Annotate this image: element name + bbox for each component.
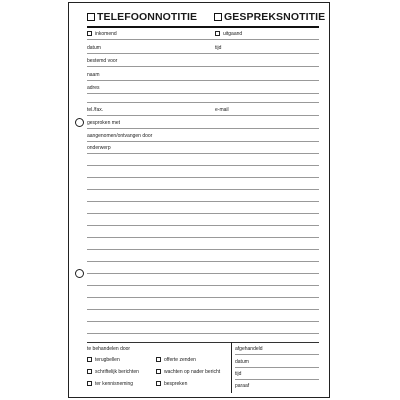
ruled-line [87,115,319,116]
inkomend-option[interactable] [87,31,117,37]
gespreksnotitie-checkbox[interactable] [214,13,222,21]
title-gespreksnotitie [214,11,325,23]
writing-line [87,201,319,202]
ruled-line [87,39,319,40]
uitgaand-checkbox[interactable] [215,31,220,36]
punch-hole-icon [75,269,84,278]
writing-line [87,213,319,214]
ruled-line [235,354,319,355]
option-offerte-zenden[interactable] [156,357,196,363]
terugbellen-label: terugbellen [95,357,120,363]
bestemd-voor-label: bestemd voor [87,58,118,64]
writing-line [87,309,319,310]
writing-line [87,333,319,334]
bottom-section-rule [87,342,319,343]
title-underline [87,26,319,28]
ruled-line [87,93,319,94]
writing-line [87,165,319,166]
ter-kennisneming-label: ter kennisneming [95,381,134,387]
uitgaand-option[interactable] [215,31,242,37]
naam-label: naam [87,72,100,78]
option-schriftelijk-berichten[interactable] [87,369,139,375]
ruled-line [87,102,319,103]
telefoonnotitie-checkbox[interactable] [87,13,95,21]
title-telefoonnotitie-label: TELEFOONNOTITIE [97,11,198,23]
ruled-line [235,379,319,380]
offerte-zenden-label: offerte zenden [164,357,196,363]
writing-line [87,261,319,262]
wachten-checkbox[interactable] [156,369,161,374]
inkomend-checkbox[interactable] [87,31,92,36]
writing-line [87,177,319,178]
punch-hole-icon [75,118,84,127]
te-behandelen-door-label: te behandelen door [87,346,131,352]
uitgaand-label: uitgaand [223,31,243,37]
bespreken-checkbox[interactable] [156,381,161,386]
title-gespreksnotitie-label: GESPREKSNOTITIE [224,11,326,23]
writing-line [87,297,319,298]
afgehandeld-label: afgehandeld [235,346,263,352]
bottom-divider [231,342,232,393]
option-bespreken[interactable] [156,381,187,387]
note-sheet [68,2,330,398]
onderwerp-label: onderwerp [87,145,111,151]
bottom-tijd-label: tijd [235,371,242,377]
email-label: e-mail [215,107,229,113]
bespreken-label: bespreken [164,381,188,387]
terugbellen-checkbox[interactable] [87,357,92,362]
adres-label: adres [87,85,100,91]
writing-line [87,249,319,250]
ruled-line [87,80,319,81]
writing-line [87,321,319,322]
ruled-line [87,66,319,67]
option-ter-kennisneming[interactable] [87,381,133,387]
wachten-label: wachten op nader bericht [164,369,221,375]
schriftelijk-berichten-label: schriftelijk berichten [95,369,139,375]
paraaf-label: paraaf [235,383,250,389]
title-telefoonnotitie [87,11,197,23]
option-terugbellen[interactable] [87,357,120,363]
bottom-datum-label: datum [235,359,249,365]
schriftelijk-berichten-checkbox[interactable] [87,369,92,374]
writing-line [87,285,319,286]
writing-line [87,189,319,190]
tijd-label: tijd [215,45,222,51]
option-wachten-op-nader-bericht[interactable] [156,369,220,375]
gesproken-met-label: gesproken met [87,120,121,126]
writing-line [87,153,319,154]
ruled-line [87,128,319,129]
ruled-line [235,367,319,368]
offerte-zenden-checkbox[interactable] [156,357,161,362]
ruled-line [87,141,319,142]
writing-line [87,225,319,226]
ter-kennisneming-checkbox[interactable] [87,381,92,386]
writing-line [87,273,319,274]
writing-line [87,237,319,238]
aangenomen-label: aangenomen/ontvangen door [87,133,153,139]
tel-fax-label: tel./fax. [87,107,104,113]
inkomend-label: inkomend [95,31,117,37]
datum-label: datum [87,45,101,51]
ruled-line [87,53,319,54]
